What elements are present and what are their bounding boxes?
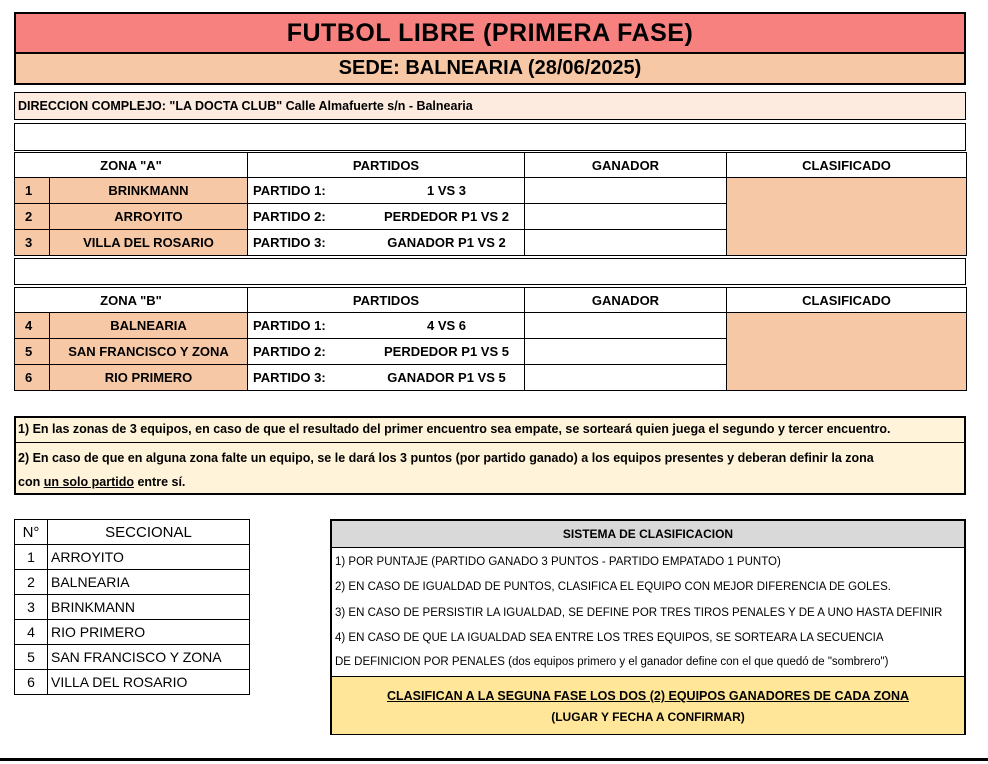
ganador-cell[interactable] bbox=[525, 204, 727, 230]
blank-row bbox=[14, 258, 966, 285]
partidos-header: PARTIDOS bbox=[248, 153, 525, 178]
zona-b-table bbox=[14, 287, 967, 391]
sede-subtitle: SEDE: BALNEARIA (28/06/2025) bbox=[14, 54, 966, 85]
note-2: 2) En caso de que en alguna zona falte un equipo, se le dará los 3 puntos (por partido ganado) a los equipos presentes y deberan definir la zona bbox=[18, 451, 874, 465]
note-2-continued bbox=[18, 475, 185, 489]
note-1: 1) En las zonas de 3 equipos, en caso de que el resultado del primer encuentro sea empate, se sorteará quien juega el segundo y tercer encuentro. bbox=[18, 422, 891, 436]
team-name: BALNEARIA bbox=[50, 313, 248, 339]
clasificado-header: CLASIFICADO bbox=[727, 153, 967, 178]
row-number: 6 bbox=[15, 670, 48, 695]
sistema-item: 2) EN CASO DE IGUALDAD DE PUNTOS, CLASIFICA EL EQUIPO CON MEJOR DIFERENCIA DE GOLES. bbox=[335, 581, 891, 593]
page-title: FUTBOL LIBRE (PRIMERA FASE) bbox=[14, 12, 966, 54]
match-text: 4 VS 6 bbox=[426, 318, 467, 333]
sistema-clasificacion-box bbox=[330, 519, 966, 735]
bottom-divider bbox=[0, 758, 988, 761]
table-row bbox=[15, 570, 250, 595]
match-text: PERDEDOR P1 VS 5 bbox=[384, 344, 509, 359]
partidos-header: PARTIDOS bbox=[248, 288, 525, 313]
team-number: 5 bbox=[15, 339, 50, 365]
team-number: 2 bbox=[15, 204, 50, 230]
n-header: N° bbox=[15, 520, 48, 545]
partido-label: PARTIDO 2: bbox=[253, 344, 326, 359]
team-number: 6 bbox=[15, 365, 50, 391]
ganador-cell[interactable] bbox=[525, 313, 727, 339]
seccional-name: SAN FRANCISCO Y ZONA bbox=[48, 645, 250, 670]
note-underlined: un solo partido bbox=[43, 475, 134, 489]
sistema-item: 4) EN CASO DE QUE LA IGUALDAD SEA ENTRE LOS TRES EQUIPOS, SE SORTEARA LA SECUENCIA bbox=[335, 632, 884, 644]
ganador-cell[interactable] bbox=[525, 230, 727, 256]
zona-a-table bbox=[14, 152, 967, 256]
partido-cell bbox=[248, 178, 525, 204]
table-row bbox=[15, 178, 967, 204]
partido-cell bbox=[248, 230, 525, 256]
partido-label: PARTIDO 1: bbox=[253, 318, 326, 333]
row-number: 1 bbox=[15, 545, 48, 570]
zona-b-header bbox=[15, 288, 967, 313]
team-name: RIO PRIMERO bbox=[50, 365, 248, 391]
team-name: VILLA DEL ROSARIO bbox=[50, 230, 248, 256]
team-number: 1 bbox=[15, 178, 50, 204]
partido-cell bbox=[248, 339, 525, 365]
row-number: 4 bbox=[15, 620, 48, 645]
table-row bbox=[15, 645, 250, 670]
match-text: PERDEDOR P1 VS 2 bbox=[384, 209, 509, 224]
seccional-name: VILLA DEL ROSARIO bbox=[48, 670, 250, 695]
seccional-name: BALNEARIA bbox=[48, 570, 250, 595]
partido-label: PARTIDO 3: bbox=[253, 370, 326, 385]
ganador-header: GANADOR bbox=[525, 288, 727, 313]
match-text: GANADOR P1 VS 2 bbox=[387, 235, 506, 250]
table-row bbox=[15, 313, 967, 339]
partido-label: PARTIDO 1: bbox=[253, 183, 326, 198]
sistema-item: DE DEFINICION POR PENALES (dos equipos primero y el ganador define con el que quedó de "sombrero") bbox=[335, 656, 889, 668]
seccional-header-label: SECCIONAL bbox=[48, 520, 250, 545]
seccional-name: RIO PRIMERO bbox=[48, 620, 250, 645]
team-name: SAN FRANCISCO Y ZONA bbox=[50, 339, 248, 365]
partido-label: PARTIDO 3: bbox=[253, 235, 326, 250]
ganador-cell[interactable] bbox=[525, 339, 727, 365]
partido-label: PARTIDO 2: bbox=[253, 209, 326, 224]
table-row bbox=[15, 595, 250, 620]
seccional-table bbox=[14, 519, 250, 695]
table-row bbox=[15, 620, 250, 645]
row-number: 3 bbox=[15, 595, 48, 620]
row-number: 5 bbox=[15, 645, 48, 670]
sistema-footer bbox=[332, 676, 964, 734]
sistema-item: 3) EN CASO DE PERSISTIR LA IGUALDAD, SE DEFINE POR TRES TIROS PENALES Y DE A UNO HASTA DEFINIR bbox=[335, 607, 943, 619]
table-row bbox=[15, 545, 250, 570]
team-number: 4 bbox=[15, 313, 50, 339]
match-text: GANADOR P1 VS 5 bbox=[387, 370, 506, 385]
footer-clasifican: CLASIFICAN A LA SEGUNA FASE LOS DOS (2) EQUIPOS GANADORES DE CADA ZONA bbox=[386, 689, 910, 703]
zona-a-label: ZONA "A" bbox=[15, 153, 248, 178]
divider bbox=[16, 442, 964, 443]
direccion-complejo: DIRECCION COMPLEJO: "LA DOCTA CLUB" Calle Almafuerte s/n - Balnearia bbox=[14, 92, 966, 120]
table-row bbox=[15, 670, 250, 695]
team-number: 3 bbox=[15, 230, 50, 256]
seccional-name: BRINKMANN bbox=[48, 595, 250, 620]
note-text: con bbox=[18, 475, 44, 489]
sistema-item: 1) POR PUNTAJE (PARTIDO GANADO 3 PUNTOS - PARTIDO EMPATADO 1 PUNTO) bbox=[335, 556, 781, 568]
seccional-header bbox=[15, 520, 250, 545]
ganador-header: GANADOR bbox=[525, 153, 727, 178]
partido-cell bbox=[248, 204, 525, 230]
team-name: BRINKMANN bbox=[50, 178, 248, 204]
footer-lugar-fecha: (LUGAR Y FECHA A CONFIRMAR) bbox=[551, 710, 745, 724]
seccional-name: ARROYITO bbox=[48, 545, 250, 570]
partido-cell bbox=[248, 365, 525, 391]
match-text: 1 VS 3 bbox=[426, 183, 467, 198]
partido-cell bbox=[248, 313, 525, 339]
zona-a-header bbox=[15, 153, 967, 178]
row-number: 2 bbox=[15, 570, 48, 595]
zona-b-label: ZONA "B" bbox=[15, 288, 248, 313]
notes-box bbox=[14, 416, 966, 495]
note-text: entre sí. bbox=[133, 475, 186, 489]
ganador-cell[interactable] bbox=[525, 178, 727, 204]
blank-row bbox=[14, 123, 966, 151]
sistema-title: SISTEMA DE CLASIFICACION bbox=[332, 521, 964, 548]
clasificado-header: CLASIFICADO bbox=[727, 288, 967, 313]
team-name: ARROYITO bbox=[50, 204, 248, 230]
clasificado-cell[interactable] bbox=[727, 313, 967, 391]
ganador-cell[interactable] bbox=[525, 365, 727, 391]
clasificado-cell[interactable] bbox=[727, 178, 967, 256]
